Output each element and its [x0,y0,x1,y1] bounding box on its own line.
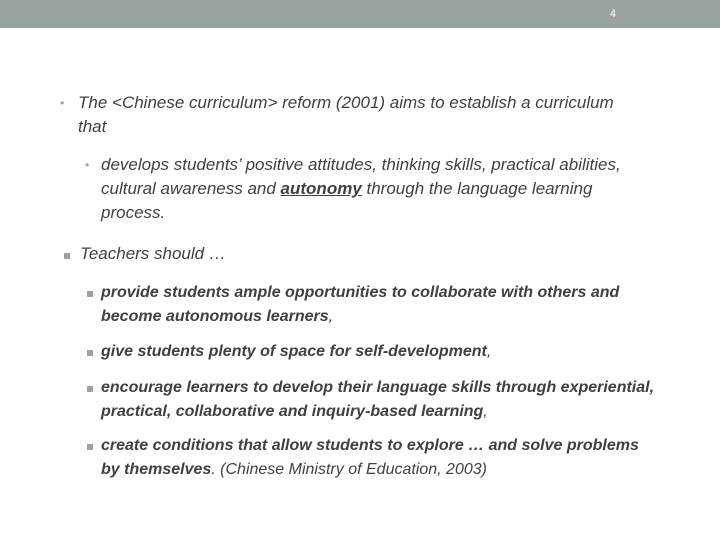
slide-number: 4 [609,8,616,20]
list-item [80,242,640,266]
bullet-square-icon [87,434,93,458]
list-item [101,434,661,482]
bullet-dot-icon: • [60,96,65,110]
bullet-square-icon [87,376,93,400]
bullet-square-icon [64,242,70,266]
list-item [101,340,661,364]
item-text-bold: provide students ample opportunities to collaborate with others and become autonomous learners [101,284,620,325]
item-text [101,153,661,225]
list-item [101,281,661,329]
item-text-end: , [486,343,492,360]
item-text [101,340,661,364]
item-text [101,376,661,424]
item-text-start: develops students’ positive attitudes, thinking skills, practical abilities, cultural awareness and [101,155,621,198]
item-text-end: through the language learning process. [101,179,593,222]
item-text: Teachers should … [80,244,226,263]
item-text-end: , [328,308,334,325]
item-text [101,434,661,482]
bullet-dot-icon: • [85,158,90,172]
item-text: The <Chinese curriculum> reform (2001) aims to establish a curriculum that [78,93,614,136]
list-item [60,91,638,139]
bullet-square-icon [87,340,93,364]
list-item [101,376,661,424]
bullet-square-icon [87,281,93,305]
item-text-end: , [483,403,488,420]
item-text-end: . (Chinese Ministry of Education, 2003) [211,461,487,478]
item-text-bold: encourage learners to develop their language skills through experiential, practical, collaborative and inquiry-based learning [101,379,655,420]
item-text-bold: give students plenty of space for self-development [101,343,487,360]
list-item [85,153,661,225]
item-text [101,281,661,329]
item-text-bold: create conditions that allow students to explore … and solve problems by themselves [101,437,639,478]
emphasis-word: autonomy [280,179,362,198]
